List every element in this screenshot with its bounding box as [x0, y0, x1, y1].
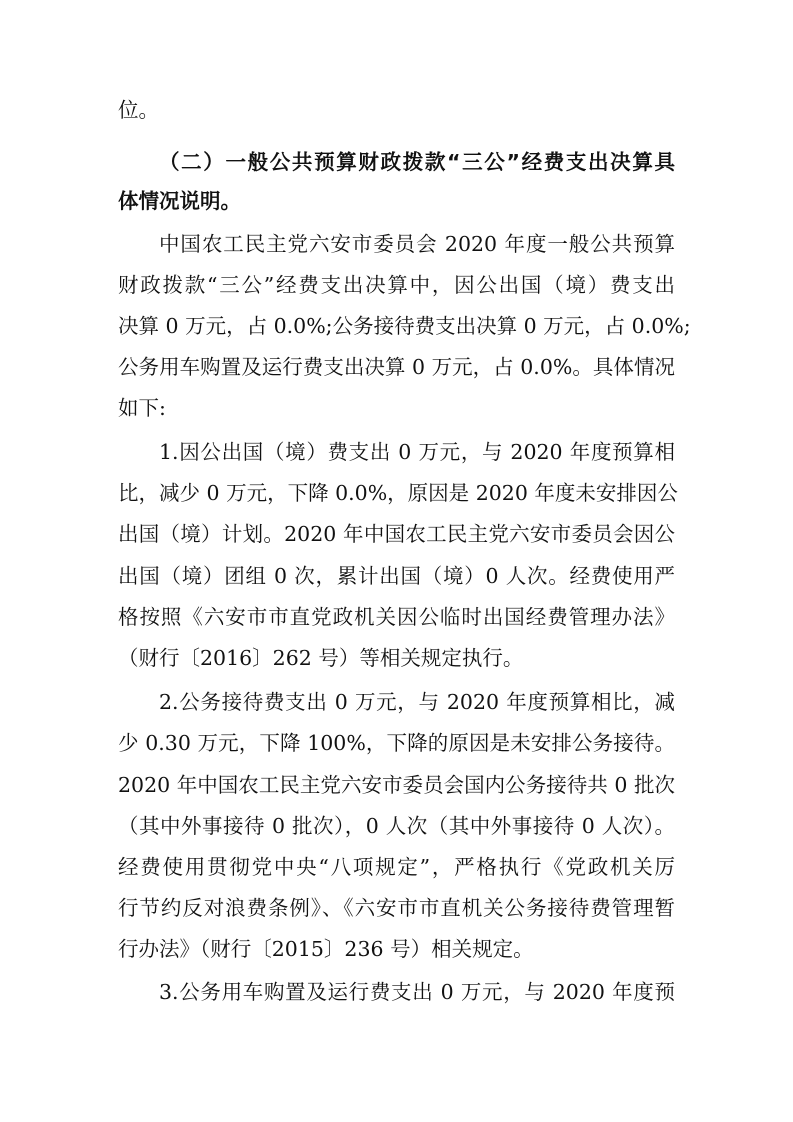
text-line: 出国（境）计划。2020 年中国农工民主党六安市委员会因公: [118, 522, 675, 546]
text-line: 行办法》（财行〔2015〕236 号）相关规定。: [118, 937, 534, 961]
text-line: 比，减少 0 万元，下降 0.0%，原因是 2020 年度未安排因公: [118, 481, 678, 505]
text-line: 财政拨款“三公”经费支出决算中，因公出国（境）费支出: [118, 273, 675, 297]
text-line: 3.公务用车购置及运行费支出 0 万元，与 2020 年度预: [159, 980, 675, 1004]
text-line: 决算 0 万元，占 0.0%;公务接待费支出决算 0 万元，占 0.0%;: [118, 314, 691, 338]
text-line: 2020 年中国农工民主党六安市委员会国内公务接待共 0 批次: [118, 773, 675, 797]
text-line: 1.因公出国（境）费支出 0 万元，与 2020 年度预算相: [159, 440, 675, 464]
text-line: 行节约反对浪费条例》、《六安市市直机关公务接待费管理暂: [118, 896, 675, 920]
text-line: 位。: [118, 98, 159, 122]
text-line: （财行〔2016〕262 号）等相关规定执行。: [118, 646, 524, 670]
text-line: 2.公务接待费支出 0 万元，与 2020 年度预算相比，减: [159, 690, 675, 714]
text-line: 少 0.30 万元，下降 100%，下降的原因是未安排公务接待。: [118, 731, 675, 755]
text-line: 格按照《六安市市直党政机关因公临时出国经费管理办法》: [118, 605, 675, 629]
text-line: 经费使用贯彻党中央“八项规定”，严格执行《党政机关厉: [118, 855, 675, 879]
text-line: （其中外事接待 0 批次），0 人次（其中外事接待 0 人次）。: [118, 814, 675, 838]
text-line: 如下:: [118, 396, 166, 420]
section-heading: （二）一般公共预算财政拨款“三公”经费支出决算具: [159, 150, 675, 174]
text-line: 中国农工民主党六安市委员会 2020 年度一般公共预算: [159, 232, 675, 256]
text-line: 公务用车购置及运行费支出决算 0 万元，占 0.0%。具体情况: [118, 355, 675, 379]
text-line: 出国（境）团组 0 次，累计出国（境）0 人次。经费使用严: [118, 564, 675, 588]
section-heading: 体情况说明。: [118, 189, 241, 213]
